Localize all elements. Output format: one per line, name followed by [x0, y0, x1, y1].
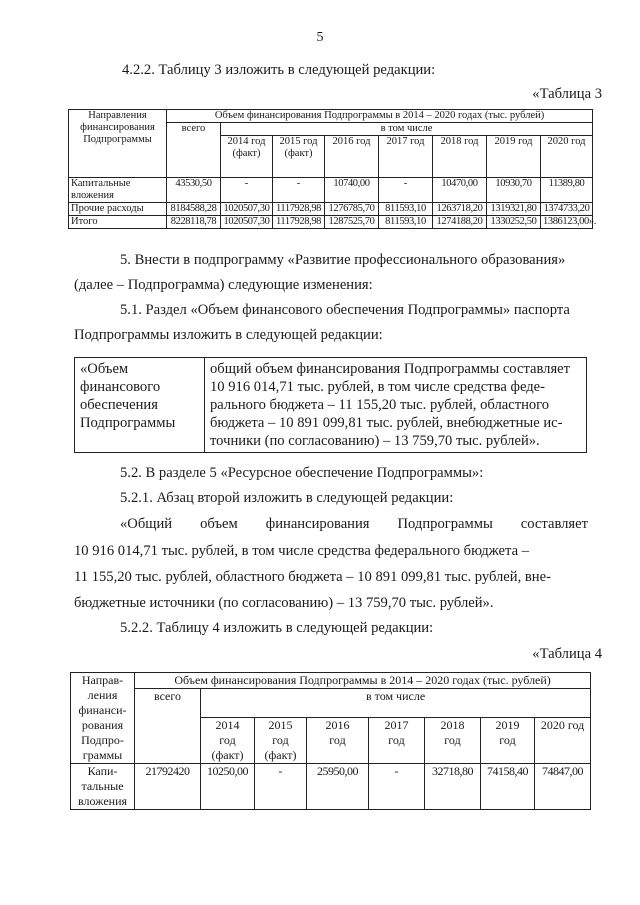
- passport-label-line: Подпрограммы: [80, 415, 176, 431]
- table-cell: 811593,10: [379, 203, 433, 216]
- passport-value-line: бюджета – 10 891 099,81 тыс. рублей, внебюджетные ис-: [210, 415, 563, 431]
- table-cell: -: [273, 178, 325, 203]
- table-cell: 10250,00: [201, 764, 255, 810]
- table3-year-2020: 2020 год: [541, 136, 593, 178]
- table-cell: 74158,40: [481, 764, 535, 810]
- year-label: 2018: [440, 718, 465, 732]
- table3-year-2015: 2015 год (факт): [273, 136, 325, 178]
- table-cell: 1117928,98: [273, 203, 325, 216]
- table3-year-2014: 2014 год (факт): [221, 136, 273, 178]
- table-row: [69, 178, 593, 203]
- table-cell: 1374733,20: [541, 203, 593, 216]
- table3-head-direction: Направления финансирования Подпрограммы: [69, 110, 167, 178]
- table4-head-direction-line: рования: [81, 718, 124, 732]
- passport-value-line: 10 916 014,71 тыс. рублей, в том числе средства феде-: [210, 379, 545, 395]
- year-label: (факт): [264, 748, 297, 762]
- quote-line2: 10 916 014,71 тыс. рублей, в том числе средства федерального бюджета –: [74, 543, 529, 559]
- table-cell: 1386123,00».: [541, 216, 593, 229]
- passport-value-line: общий объем финансирования Подпрограммы составляет: [210, 361, 571, 377]
- table3-head-total: всего: [167, 123, 221, 178]
- paragraph-5-2-2: 5.2.2. Таблицу 4 изложить в следующей редакции:: [120, 620, 434, 636]
- table4-head-direction-line: ления: [87, 688, 118, 702]
- year-label: 2019: [495, 718, 520, 732]
- table-4: [70, 672, 591, 810]
- table-cell: 1263718,20: [433, 203, 487, 216]
- quote-word: финансирования: [265, 516, 370, 532]
- year-label: 2015: [268, 718, 293, 732]
- quote-line1: [120, 516, 588, 533]
- table4-head-direction-line: Направ-: [81, 673, 124, 687]
- quote-word: Подпрограммы: [397, 516, 493, 532]
- year-label: год: [329, 733, 346, 747]
- year-label: 2016: [325, 718, 350, 732]
- quote-word: объем: [200, 516, 238, 532]
- table-cell: -: [255, 764, 307, 810]
- year-label: 2020 год: [540, 718, 585, 732]
- table4-head-direction-line: граммы: [82, 748, 123, 762]
- paragraph-5-line1: 5. Внести в подпрограмму «Развитие профессионального образования»: [120, 252, 566, 268]
- table-cell: 1319321,80: [487, 203, 541, 216]
- year-label: год: [499, 733, 516, 747]
- table-row: [69, 203, 593, 216]
- table3-head-incl: в том числе: [221, 123, 593, 136]
- table-cell: 32718,80: [425, 764, 481, 810]
- table4-head-total: всего: [135, 689, 201, 764]
- page-number: 5: [316, 30, 324, 45]
- table-cell: 1020507,30: [221, 203, 273, 216]
- passport-value-line: рального бюджета – 11 155,20 тыс. рублей, областного: [210, 397, 550, 413]
- table-cell: -: [379, 178, 433, 203]
- table4-head-volume: Объем финансирования Подпрограммы в 2014 – 2020 годах (тыс. рублей): [135, 673, 591, 689]
- table-cell: 1287525,70: [325, 216, 379, 229]
- paragraph-5-1-line2: Подпрограммы изложить в следующей редакции:: [74, 327, 383, 343]
- paragraph-4-2-2: 4.2.2. Таблицу 3 изложить в следующей редакции:: [122, 62, 436, 78]
- table-cell: 74847,00: [535, 764, 591, 810]
- table4-year-2017: [369, 718, 425, 764]
- year-label: год: [272, 733, 289, 747]
- table-cell: 25950,00: [307, 764, 369, 810]
- table-cell: 10740,00: [325, 178, 379, 203]
- table4-head-direction: [71, 673, 135, 764]
- table3-row-label: Капитальные вложения: [69, 178, 167, 203]
- table4-head-incl: в том числе: [201, 689, 591, 718]
- passport-label-line: обеспечения: [80, 397, 158, 413]
- table-cell: 1274188,20: [433, 216, 487, 229]
- table-cell: -: [221, 178, 273, 203]
- table4-year-2020: [535, 718, 591, 764]
- table3-year-2018: 2018 год: [433, 136, 487, 178]
- paragraph-5-1-line1: 5.1. Раздел «Объем финансового обеспечения Подпрограммы» паспорта: [120, 302, 570, 318]
- year-label: год: [388, 733, 405, 747]
- year-label: (факт): [211, 748, 244, 762]
- table-cell: 10470,00: [433, 178, 487, 203]
- row-label-line: вложения: [77, 794, 128, 808]
- quote-word: «Общий: [120, 516, 173, 532]
- table3-caption: «Таблица 3: [532, 86, 602, 102]
- table4-year-2014: [201, 718, 255, 764]
- table-cell: 811593,10: [379, 216, 433, 229]
- table3-row-label: Итого: [69, 216, 167, 229]
- year-label: год: [444, 733, 461, 747]
- year-label: год: [219, 733, 236, 747]
- paragraph-5-2-1: 5.2.1. Абзац второй изложить в следующей редакции:: [120, 490, 454, 506]
- table4-year-2018: [425, 718, 481, 764]
- year-label: 2017: [384, 718, 409, 732]
- table-cell: 1276785,70: [325, 203, 379, 216]
- passport-label-cell: [75, 358, 205, 453]
- paragraph-5-line2: (далее – Подпрограмма) следующие изменения:: [74, 277, 373, 293]
- table-cell: 21792420: [135, 764, 201, 810]
- table-cell: 1020507,30: [221, 216, 273, 229]
- table-cell: 1330252,50: [487, 216, 541, 229]
- table-cell: 11389,80: [541, 178, 593, 203]
- table-cell: -: [369, 764, 425, 810]
- table-cell: 8184588,28: [167, 203, 221, 216]
- table3-year-2017: 2017 год: [379, 136, 433, 178]
- table-3: [68, 109, 596, 229]
- table4-head-direction-line: финанси-: [78, 703, 127, 717]
- table3-year-2016: 2016 год: [325, 136, 379, 178]
- row-label-line: тальные: [81, 779, 124, 793]
- table4-head-direction-line: Подпро-: [81, 733, 124, 747]
- table-cell: 43530,50: [167, 178, 221, 203]
- passport-label-line: «Объем: [80, 361, 129, 377]
- passport-value-line: точники (по согласованию) – 13 759,70 тыс. рублей».: [210, 433, 540, 449]
- quote-line4: бюджетные источники (по согласованию) – 13 759,70 тыс. рублей».: [74, 595, 494, 611]
- quote-word: составляет: [520, 516, 588, 532]
- table4-year-2016: [307, 718, 369, 764]
- table-cell: 1117928,98: [273, 216, 325, 229]
- table4-year-2019: [481, 718, 535, 764]
- table4-row-label: [71, 764, 135, 810]
- passport-table: [74, 357, 587, 453]
- row-label-line: Капи-: [87, 764, 118, 778]
- passport-label-line: финансового: [80, 379, 161, 395]
- table3-year-2019: 2019 год: [487, 136, 541, 178]
- table3-row-label: Прочие расходы: [69, 203, 167, 216]
- paragraph-5-2: 5.2. В разделе 5 «Ресурсное обеспечение Подпрограммы»:: [120, 465, 484, 481]
- quote-line3: 11 155,20 тыс. рублей, областного бюджета – 10 891 099,81 тыс. рублей, вне-: [74, 569, 551, 585]
- table4-caption: «Таблица 4: [532, 646, 602, 662]
- table4-year-2015: [255, 718, 307, 764]
- table3-head-volume: Объем финансирования Подпрограммы в 2014 – 2020 годах (тыс. рублей): [167, 110, 593, 123]
- passport-value-cell: [205, 358, 587, 453]
- table-row: [69, 216, 593, 229]
- year-label: 2014: [215, 718, 240, 732]
- table-cell: 10930,70: [487, 178, 541, 203]
- table-row: [71, 764, 591, 810]
- table-cell: 8228118,78: [167, 216, 221, 229]
